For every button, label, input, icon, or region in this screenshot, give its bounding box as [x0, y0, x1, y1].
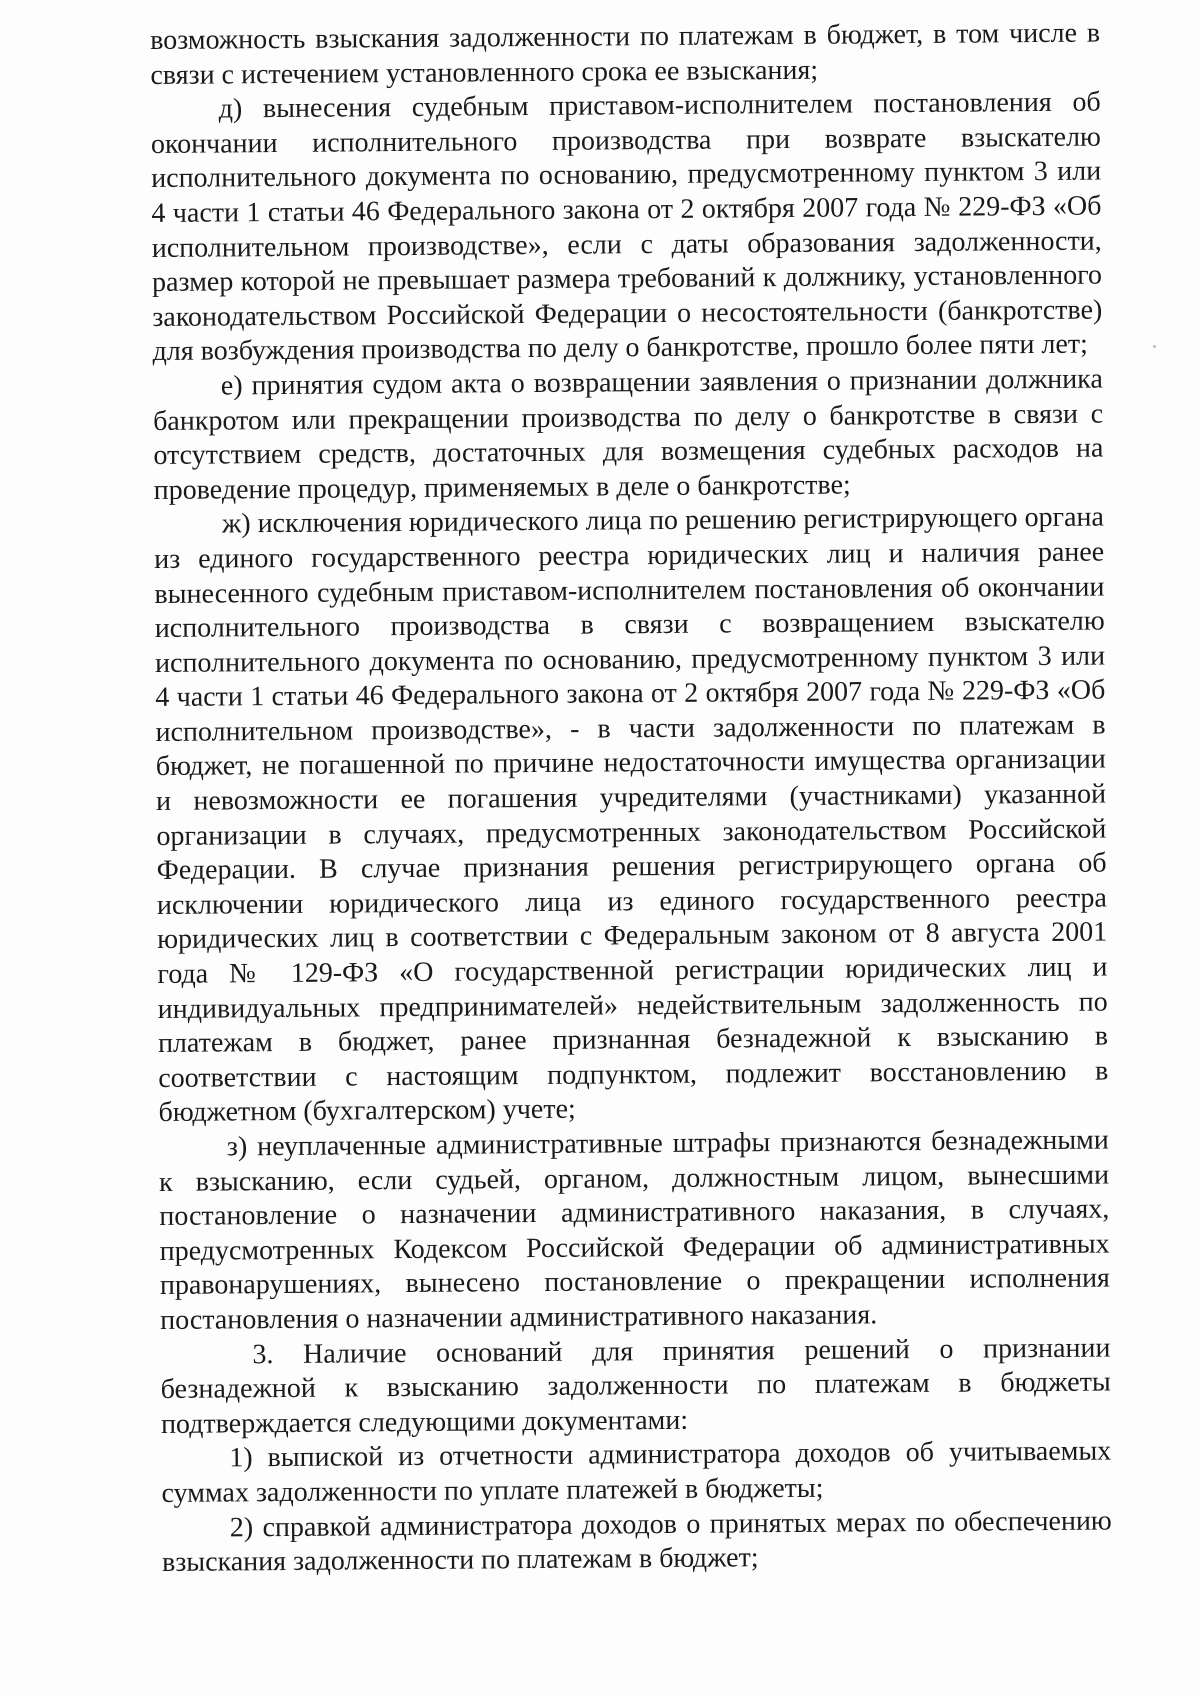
- paragraph-e: е) принятия судом акта о возвращении заявления о признании должника банкротом или прекращении производства по делу о банкротстве в связи с отсутствием средств, достаточных для возмещения судебных расходов на проведение процедур, применяемых в деле о банкротстве;: [152, 363, 1104, 506]
- paragraph-d: д) вынесения судебным приставом-исполнителем постановления об окончании исполнительного производства при возврате взыскателю исполнительного документа по основанию, предусмотренному пунктом 3 или 4 части 1 статьи 46 Федерального закона от 2 октября 2007 года № 229-ФЗ «Об исполнительном производстве», если с даты образования задолженности, размер которой не превышает размера требований к должнику, установленного законодательством Российской Федерации о несостоятельности (банкротстве) для возбуждения производства по делу о банкротстве, прошло более пяти лет;: [150, 86, 1103, 368]
- paragraph-continuation: возможность взыскания задолженности по платежам в бюджет, в том числе в связи с истечением установленного срока ее взыскания;: [150, 17, 1101, 91]
- paragraph-3-1: 1) выпиской из отчетности администратора доходов об учитываемых суммах задолженности по уплате платежей в бюджеты;: [161, 1435, 1112, 1509]
- scan-speck: [1153, 345, 1156, 348]
- document-body: [150, 17, 1112, 1581]
- paragraph-z: з) неуплаченные административные штрафы признаются безнадежными к взысканию, если судьей, органом, должностным лицом, вынесшими постановление о назначении административного наказания, в случаях, предусмотренных Кодексом Российской Федерации об административных правонарушениях, вынесено постановление о прекращении исполнения постановления о назначении административного наказания.: [158, 1124, 1111, 1336]
- paragraph-3-2: 2) справкой администратора доходов о принятых мерах по обеспечению взыскания задолженности по платежам в бюджет;: [161, 1505, 1112, 1579]
- paragraph-3: 3. Наличие оснований для принятия решений о признании безнадежной к взысканию задолженности по платежам в бюджеты подтверждается следующими документами:: [160, 1332, 1111, 1440]
- paragraph-zh: ж) исключения юридического лица по решению регистрирующего органа из единого государственного реестра юридических лиц и наличия ранее вынесенного судебным приставом-исполнителем постановления об окончании исполнительного производства в связи с возвращением взыскателю исполнительного документа по основанию, предусмотренному пунктом 3 или 4 части 1 статьи 46 Федерального закона от 2 октября 2007 года № 229-ФЗ «Об исполнительном производстве», - в части задолженности по платежам в бюджет, не погашенной по причине недостаточности имущества организации и невозможности ее погашения учредителями (участниками) указанной организации в случаях, предусмотренных законодательством Российской Федерации. В случае признания решения регистрирующего органа об исключении юридического лица из единого государственного реестра юридических лиц в соответствии с Федеральным законом от 8 августа 2001 года № 129-ФЗ «О государственной регистрации юридических лиц и индивидуальных предпринимателей» недействительным задолженность по платежам в бюджет, ранее признанная безнадежной к взысканию в соответствии с настоящим подпунктом, подлежит восстановлению в бюджетном (бухгалтерском) учете;: [154, 501, 1109, 1129]
